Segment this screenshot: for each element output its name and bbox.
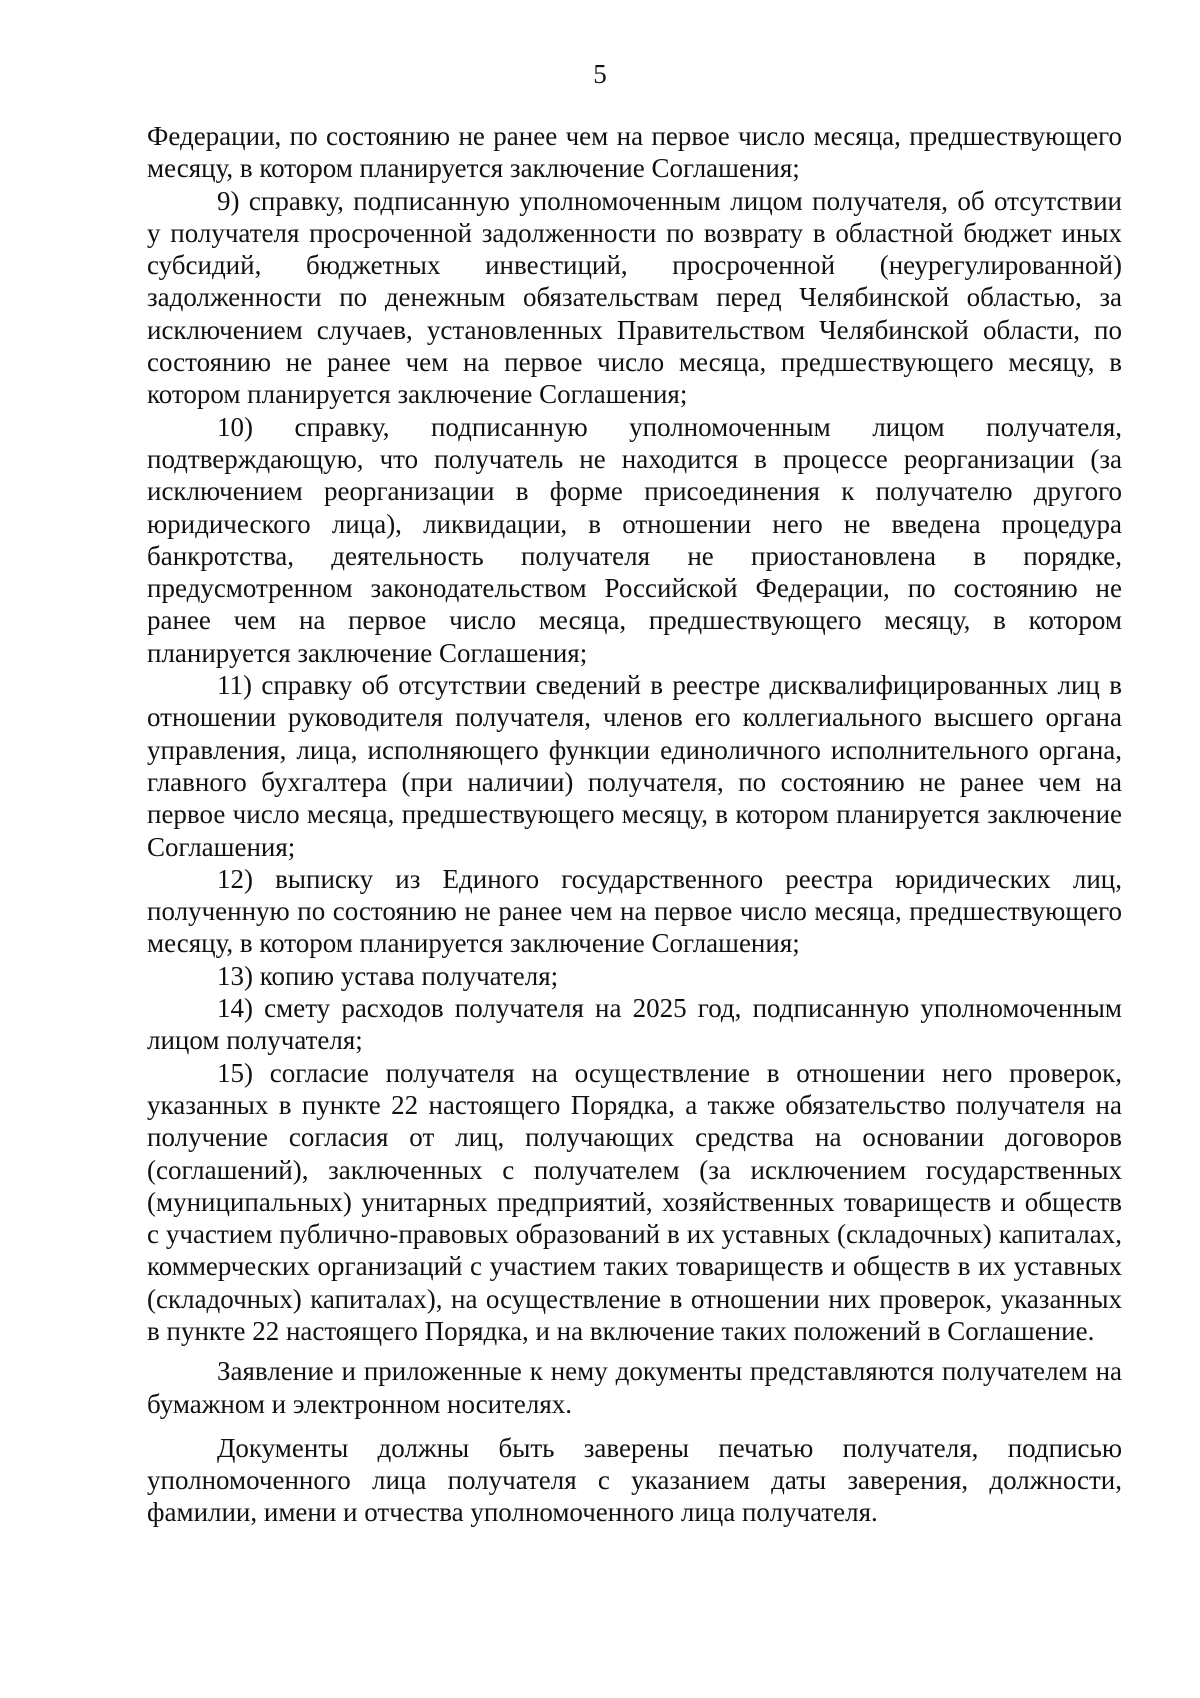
paragraph-certification: Документы должны быть заверены печатью получателя, подписью уполномоченного лица получателя с указанием даты заверения, должности, фамилии, имени и отчества уполномоченного лица получателя. bbox=[147, 1432, 1122, 1528]
paragraph-submission: Заявление и приложенные к нему документы представляются получателем на бумажном и электронном носителях. bbox=[147, 1356, 1122, 1419]
list-item-9: 9) справку, подписанную уполномоченным лицом получателя, об отсутствии у получателя просроченной задолженности по возврату в областной бюджет иных субсидий, бюджетных инвестиций, просроченной (неурегулированной) задолженности по денежным обязательствам перед Челябинской областью, за исключением случаев, установленных Правительством Челябинской области, по состоянию не ранее чем на первое число месяца, предшествующего месяцу, в котором планируется заключение Соглашения; bbox=[147, 185, 1122, 410]
list-item-15: 15) согласие получателя на осуществление в отношении него проверок, указанных в пункте 22 настоящего Порядка, а также обязательство получателя на получение согласия от лиц, получающих средства на основании договоров (соглашений), заключенных с получателем (за исключением государственных (муниципальных) унитарных предприятий, хозяйственных товариществ и обществ с участием публично-правовых образований в их уставных (складочных) капиталах, коммерческих организаций с участием таких товариществ и обществ в их уставных (складочных) капиталах), на осуществление в отношении них проверок, указанных в пункте 22 настоящего Порядка, и на включение таких положений в Соглашение. bbox=[147, 1057, 1122, 1346]
paragraph-continuation: Федерации, по состоянию не ранее чем на первое число месяца, предшествующего месяцу, в котором планируется заключение Соглашения; bbox=[147, 121, 1122, 184]
document-body bbox=[147, 120, 1122, 1529]
list-item-14: 14) смету расходов получателя на 2025 год, подписанную уполномоченным лицом получателя; bbox=[147, 993, 1122, 1056]
list-item-10: 10) справку, подписанную уполномоченным лицом получателя, подтверждающую, что получатель не находится в процессе реорганизации (за исключением реорганизации в форме присоединения к получателю другого юридического лица), ликвидации, в отношении него не введена процедура банкротства, деятельность получателя не приостановлена в порядке, предусмотренном законодательством Российской Федерации, по состоянию не ранее чем на первое число месяца, предшествующего месяцу, в котором планируется заключение Соглашения; bbox=[147, 411, 1122, 668]
page-number: 5 bbox=[593, 59, 607, 89]
list-item-13: 13) копию устава получателя; bbox=[217, 960, 559, 991]
list-item-11: 11) справку об отсутствии сведений в реестре дисквалифицированных лиц в отношении руководителя получателя, членов его коллегиального высшего органа управления, лица, исполняющего функции единоличного исполнительного органа, главного бухгалтера (при наличии) получателя, по состоянию не ранее чем на первое число месяца, предшествующего месяцу, в котором планируется заключение Соглашения; bbox=[147, 670, 1122, 862]
list-item-12: 12) выписку из Единого государственного реестра юридических лиц, полученную по состоянию не ранее чем на первое число месяца, предшествующего месяцу, в котором планируется заключение Соглашения; bbox=[147, 863, 1122, 959]
